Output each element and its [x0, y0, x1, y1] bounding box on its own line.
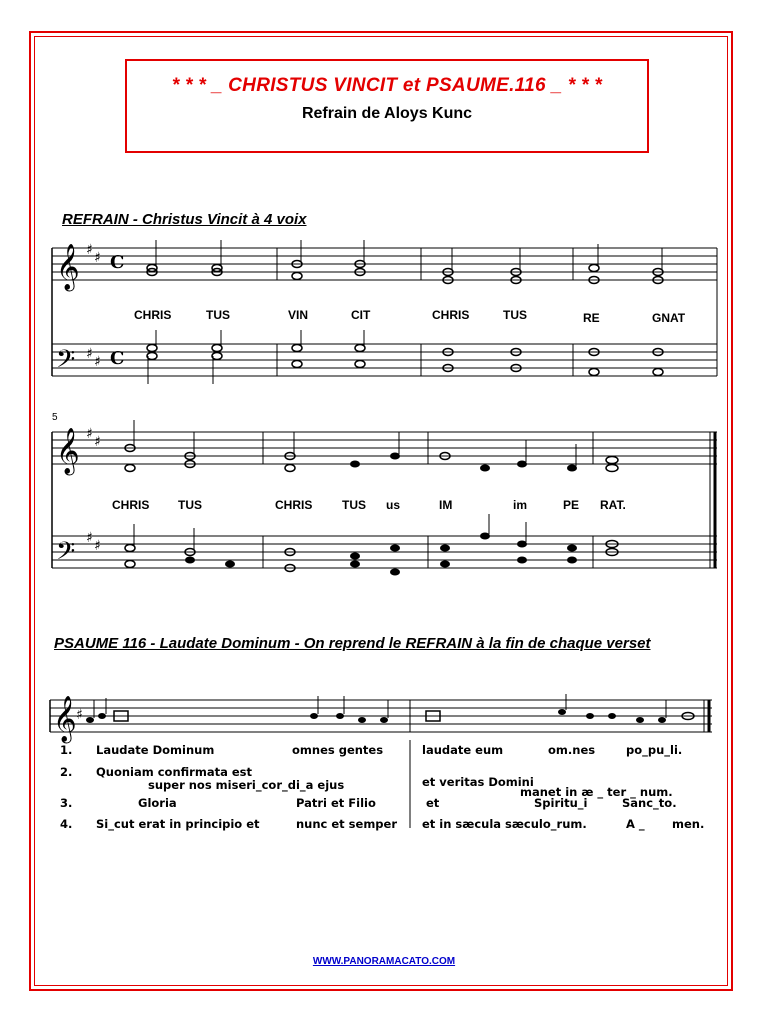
verse-text: et in sæcula sæculo_rum. [422, 817, 587, 831]
measure-number: 5 [52, 412, 58, 423]
lyric-syllable: TUS [206, 308, 230, 322]
verse-text: om.nes [548, 743, 596, 757]
lyric-syllable: IM [439, 498, 453, 512]
lyric-syllable: TUS [342, 498, 366, 512]
footer [0, 956, 768, 967]
svg-text:♯: ♯ [76, 707, 83, 723]
svg-text:♯: ♯ [86, 242, 93, 258]
verse-text: Spiritu_i [534, 796, 588, 810]
svg-text:♯: ♯ [94, 538, 101, 554]
verse-text: Gloria [138, 796, 177, 810]
verse-text: Si_cut erat in principio et [96, 817, 260, 831]
time-signature: C [110, 348, 125, 369]
lyric-syllable: RAT. [600, 498, 626, 512]
svg-text:♯: ♯ [94, 354, 101, 370]
verse-text: po_pu_li. [626, 743, 683, 757]
page-subtitle: Refrain de Aloys Kunc [301, 105, 473, 122]
footer-website-link[interactable]: WWW.PANORAMACATO.COM [312, 956, 456, 967]
svg-text:♯: ♯ [86, 530, 93, 546]
svg-text:♯: ♯ [94, 434, 101, 450]
lyric-syllable: CIT [351, 308, 371, 322]
lyric-syllable: CHRIS [112, 498, 150, 512]
verse-text: Sanc_to. [622, 796, 677, 810]
verse-number: 4. [60, 817, 73, 831]
verse-text: et [426, 796, 440, 810]
psalm-heading: PSAUME 116 - Laudate Dominum - On reprend le REFRAIN à la fin de chaque verset [54, 635, 651, 652]
bass-clef-icon: 𝄢 [56, 537, 76, 572]
treble-clef-icon: 𝄞 [56, 428, 80, 474]
treble-clef-icon: 𝄞 [53, 696, 77, 742]
lyric-syllable: us [386, 498, 401, 512]
verse-text: Quoniam confirmata est [96, 765, 252, 779]
bass-clef-icon: 𝄢 [56, 345, 76, 380]
verse-text: super nos miseri_cor_di_a ejus [148, 778, 345, 792]
verse-text: laudate eum [422, 743, 504, 757]
treble-clef-icon: 𝄞 [56, 244, 80, 290]
time-signature: C [110, 252, 125, 273]
svg-text:♯: ♯ [86, 346, 93, 362]
lyric-syllable: CHRIS [432, 308, 470, 322]
verse-text: omnes gentes [292, 743, 384, 757]
verse-number: 1. [60, 743, 73, 757]
verse-text: men. [672, 817, 705, 831]
verse-text: nunc et semper [296, 817, 398, 831]
verse-number: 2. [60, 765, 73, 779]
lyric-syllable: PE [563, 498, 580, 512]
refrain-heading: REFRAIN - Christus Vincit à 4 voix [62, 211, 307, 228]
lyric-syllable: CHRIS [134, 308, 172, 322]
verse-text: A _ [626, 817, 645, 831]
svg-text:♯: ♯ [94, 250, 101, 266]
verse-text: Patri et Filio [296, 796, 376, 810]
verse-text: et veritas Domini [422, 775, 534, 789]
lyric-syllable: TUS [503, 308, 527, 322]
lyric-syllable: CHRIS [275, 498, 313, 512]
lyric-syllable: RE [583, 311, 600, 325]
lyric-syllable: VIN [288, 308, 309, 322]
lyric-syllable: GNAT [652, 311, 686, 325]
page-title: * * * _ CHRISTUS VINCIT et PSAUME.116 _ * * * [171, 75, 603, 96]
lyric-syllable: im [513, 498, 528, 512]
verse-text: Laudate Dominum [96, 743, 215, 757]
verse-number: 3. [60, 796, 73, 810]
verse-text: manet in æ _ ter _ num. [520, 785, 673, 799]
lyric-syllable: TUS [178, 498, 202, 512]
svg-text:♯: ♯ [86, 426, 93, 442]
